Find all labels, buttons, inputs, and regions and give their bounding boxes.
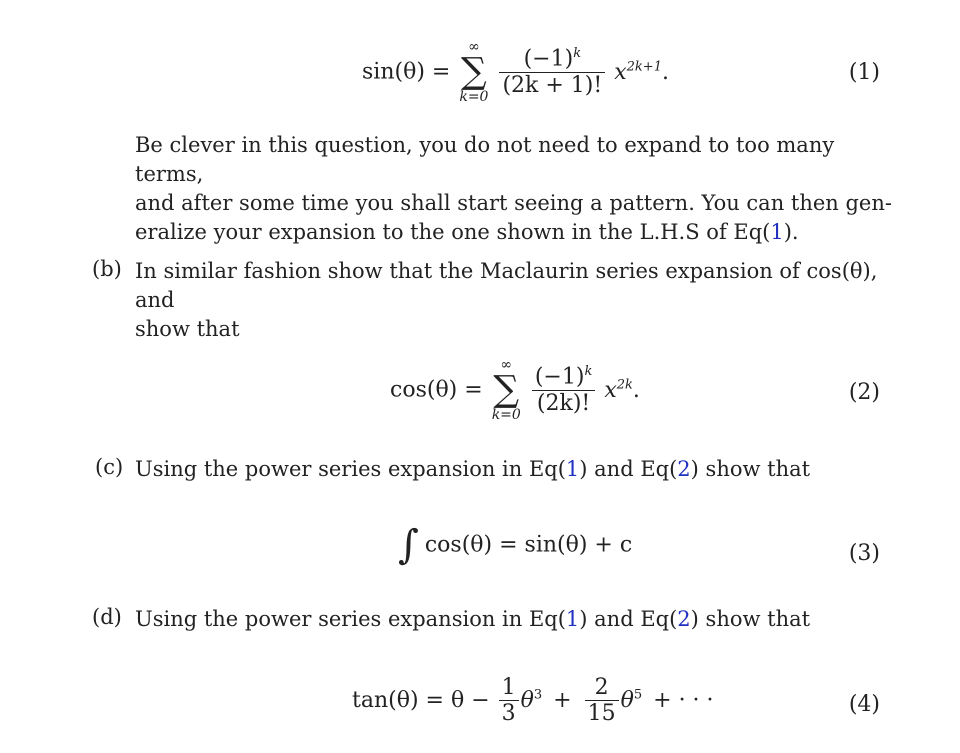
eq2-lhs: cos(θ) =: [390, 377, 483, 403]
equation-1: [362, 40, 669, 104]
eq1-numerator: $(-1)^k$: [523, 46, 582, 72]
eq1-sum-upper: ∞: [468, 39, 480, 55]
eq4-number: (4): [848, 692, 880, 717]
eq2-sum-upper: ∞: [500, 357, 513, 373]
eq1-reference-link[interactable]: 1: [565, 607, 580, 631]
eq2-number: (2): [848, 380, 880, 405]
part-b-line-1: In similar fashion show that the Maclaurin series expansion of cos(θ), and: [135, 259, 878, 312]
eq1-sum-lower: k=0: [459, 89, 489, 105]
eq4-frac2-numerator: 2: [594, 675, 609, 700]
eq4-frac1-numerator: 1: [501, 675, 516, 700]
hint-line-1: Be clever in this question, you do not need to expand to too many terms,: [135, 133, 835, 186]
eq2-fraction: [532, 364, 596, 415]
eq1-fraction: [499, 46, 605, 97]
eq4-term-2: $\theta^5$: [620, 687, 643, 714]
eq3-number: (3): [848, 541, 880, 566]
part-c-label: (c): [95, 455, 124, 479]
equation-3: [398, 522, 632, 568]
eq3-body: cos(θ) = sin(θ) + c: [424, 532, 633, 558]
eq4-fraction-2: [585, 675, 619, 726]
eq2-sum-symbol: ∑: [493, 369, 520, 410]
integral-symbol: ∫: [398, 522, 419, 568]
eq2-power-term: $x^{2k}$.: [604, 377, 640, 403]
eq1-lhs: sin(θ) =: [362, 59, 451, 85]
part-d-label: (d): [92, 605, 122, 629]
eq2-numerator: $(-1)^k$: [534, 364, 593, 390]
eq4-tail: + · · ·: [653, 688, 714, 713]
eq1-reference-link[interactable]: 1: [770, 220, 784, 244]
eq4-term-1: $\theta^3$: [520, 687, 543, 714]
equation-4: [352, 675, 714, 726]
equation-2: [390, 358, 640, 422]
eq2-summation: [492, 358, 521, 422]
hint-line-3: eralize your expansion to the one shown in the L.H.S of Eq(1).: [135, 220, 799, 244]
part-b-line-2: show that: [135, 317, 240, 341]
hint-line-2: and after some time you shall start seeing a pattern. You can then gen-: [135, 191, 892, 215]
eq4-plus: +: [553, 688, 572, 713]
eq1-summation: [459, 40, 488, 104]
hint-paragraph: [135, 131, 895, 247]
eq1-sum-symbol: ∑: [461, 51, 487, 92]
part-b-label: (b): [92, 257, 122, 281]
eq1-denominator: (2k + 1)!: [499, 72, 605, 98]
part-b-text: [135, 257, 895, 344]
part-d-text: Using the power series expansion in Eq(1) and Eq(2) show that: [135, 607, 811, 631]
eq4-frac2-denominator: 15: [585, 700, 619, 726]
eq2-sum-lower: k=0: [491, 407, 521, 423]
part-c-text: Using the power series expansion in Eq(1) and Eq(2) show that: [135, 457, 811, 481]
eq4-fraction-1: [499, 675, 519, 726]
eq4-frac1-denominator: 3: [499, 700, 519, 726]
eq1-number: (1): [848, 60, 880, 85]
eq2-reference-link[interactable]: 2: [677, 607, 691, 631]
eq2-reference-link[interactable]: 2: [677, 457, 691, 481]
eq2-denominator: (2k)!: [532, 390, 596, 416]
eq1-reference-link[interactable]: 1: [565, 457, 580, 481]
eq1-power-term: $x^{2k+1}$.: [614, 59, 669, 85]
eq4-lhs: tan(θ) = θ −: [352, 688, 490, 713]
